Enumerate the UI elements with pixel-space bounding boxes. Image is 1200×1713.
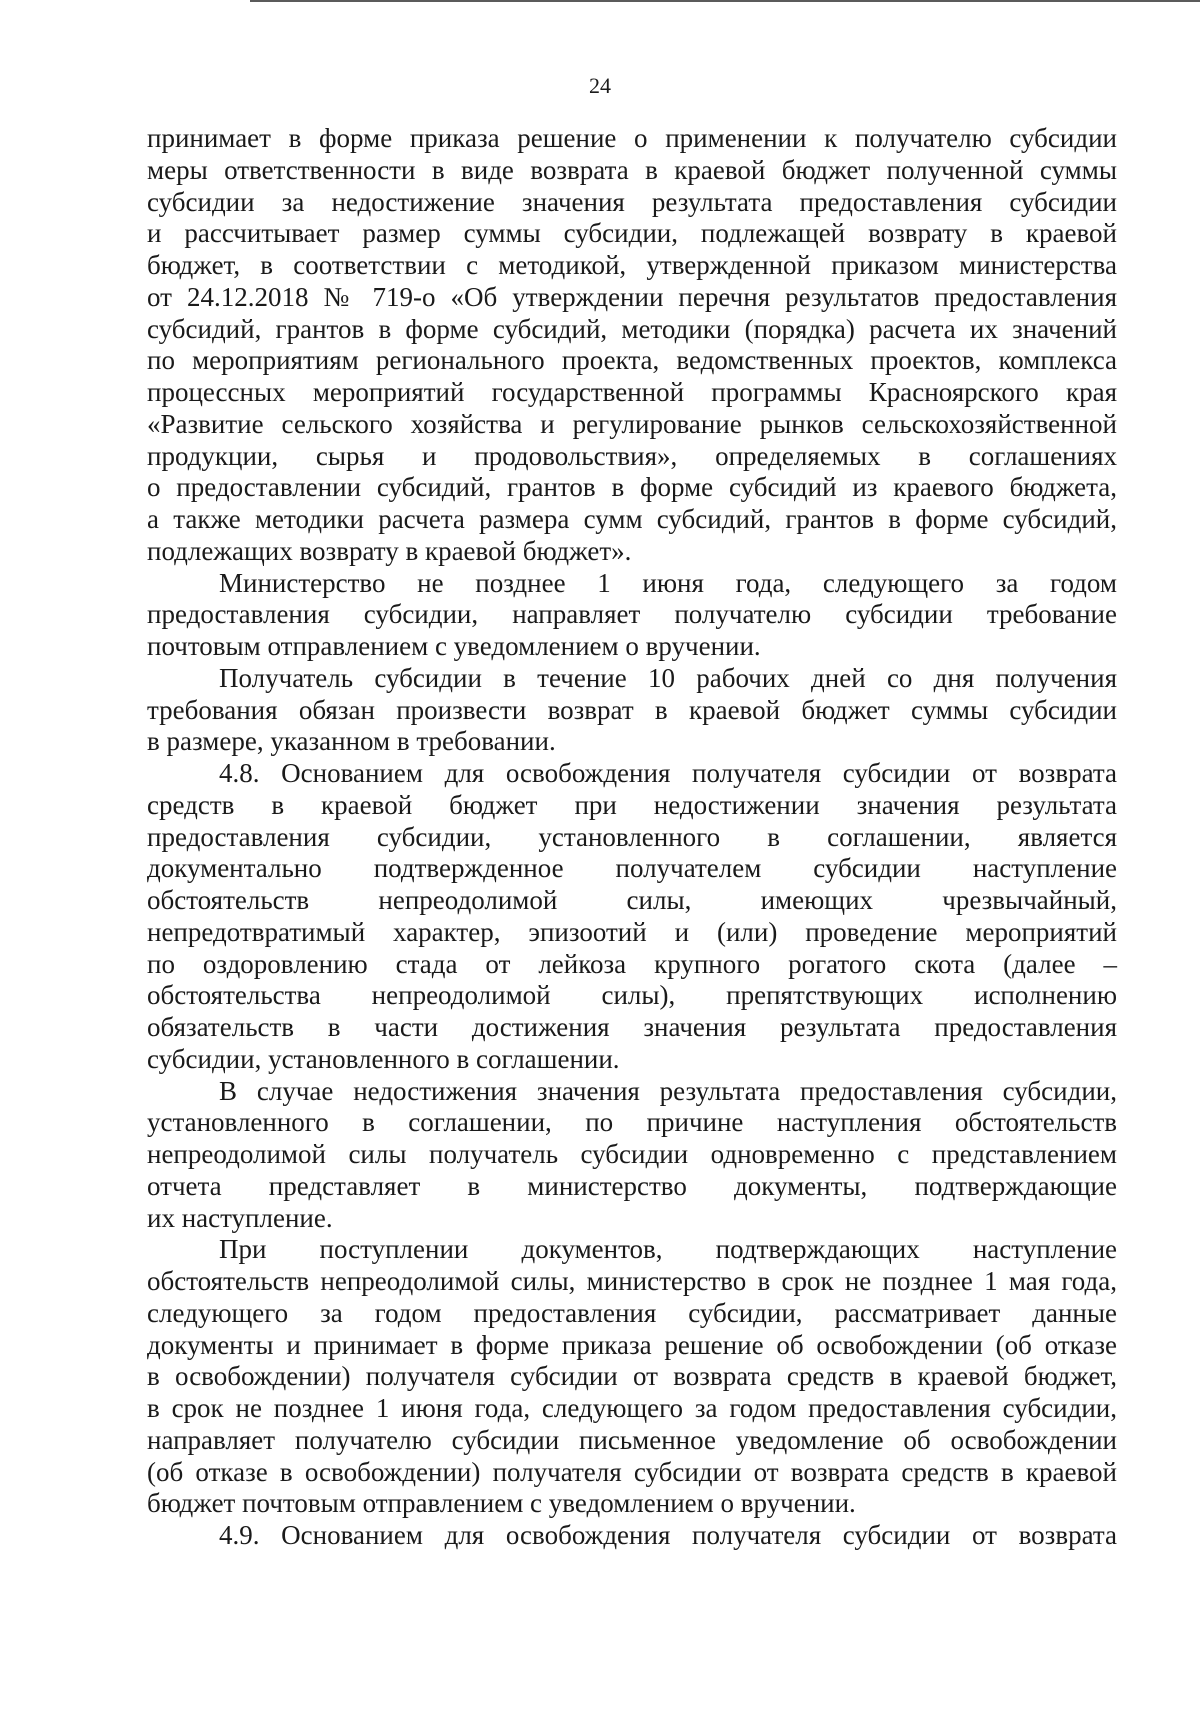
paragraph: [147, 663, 1117, 758]
text-line: обстоятельства непреодолимой силы), препятствующих исполнению: [147, 980, 1117, 1011]
text-line: продукции, сырья и продовольствия», определяемых в соглашениях: [147, 440, 1117, 471]
text-line: почтовым отправлением с уведомлением о вручении.: [147, 631, 761, 661]
text-line: в освобождении) получателя субсидии от возврата средств в краевой бюджет,: [147, 1361, 1117, 1392]
text-line: меры ответственности в виде возврата в краевой бюджет полученной суммы: [147, 154, 1117, 185]
text-line: в срок не позднее 1 июня года, следующего за годом предоставления субсидии,: [147, 1393, 1117, 1423]
text-line: субсидий, грантов в форме субсидий, методики (порядка) расчета их значений: [147, 313, 1117, 344]
text-line: «Развитие сельского хозяйства и регулирование рынков сельскохозяйственной: [147, 408, 1117, 439]
text-line: по оздоровлению стада от лейкоза крупного рогатого скота (далее –: [147, 948, 1117, 979]
text-line: непредотвратимый характер, эпизоотий и (или) проведение мероприятий: [147, 916, 1117, 947]
text-line: В случае недостижения значения результата предоставления субсидии,: [219, 1075, 1117, 1106]
text-line: обстоятельств непреодолимой силы, министерство в срок не позднее 1 мая года,: [147, 1266, 1117, 1296]
text-line: субсидии за недостижение значения результата предоставления субсидии: [147, 186, 1117, 217]
text-line: средств в краевой бюджет при недостижении значения результата: [147, 789, 1117, 820]
text-line: принимает в форме приказа решение о применении к получателю субсидии: [147, 123, 1117, 153]
text-line: установленного в соглашении, по причине наступления обстоятельств: [147, 1107, 1117, 1138]
text-line: о предоставлении субсидий, грантов в форме субсидий из краевого бюджета,: [147, 472, 1117, 503]
text-line: документы и принимает в форме приказа решение об освобождении (об отказе: [147, 1329, 1117, 1360]
scan-top-edge: [250, 0, 1200, 2]
text-line: бюджет почтовым отправлением с уведомлением о вручении.: [147, 1488, 856, 1519]
text-line: обстоятельств непреодолимой силы, имеющих чрезвычайный,: [147, 885, 1117, 915]
text-line: 4.8. Основанием для освобождения получателя субсидии от возврата: [219, 758, 1117, 788]
text-line: направляет получателю субсидии письменное уведомление об освобождении: [147, 1424, 1117, 1455]
text-line: бюджет, в соответствии с методикой, утвержденной приказом министерства: [147, 250, 1117, 280]
text-line: процессных мероприятий государственной программы Красноярского края: [147, 377, 1117, 407]
document-body: [147, 123, 1117, 1552]
text-line: При поступлении документов, подтверждающих наступление: [219, 1234, 1117, 1265]
text-line: (об отказе в освобождении) получателя субсидии от возврата средств в краевой: [147, 1456, 1117, 1487]
text-line: обязательств в части достижения значения результата предоставления: [147, 1012, 1117, 1042]
paragraph: [147, 1234, 1117, 1520]
paragraph: [147, 568, 1117, 663]
paragraph: [147, 123, 1117, 568]
text-line: подлежащих возврату в краевой бюджет».: [147, 535, 632, 566]
text-line: следующего за годом предоставления субсидии, рассматривает данные: [147, 1297, 1117, 1328]
text-line: документально подтвержденное получателем субсидии наступление: [147, 853, 1117, 884]
text-line: 4.9. Основанием для освобождения получателя субсидии от возврата: [219, 1520, 1117, 1550]
text-line: от 24.12.2018 № 719-о «Об утверждении перечня результатов предоставления: [147, 281, 1117, 312]
text-line: в размере, указанном в требовании.: [147, 726, 556, 757]
text-line: субсидии, установленного в соглашении.: [147, 1043, 620, 1074]
paragraph: [147, 1076, 1117, 1235]
text-line: непреодолимой силы получатель субсидии одновременно с представлением: [147, 1139, 1117, 1169]
text-line: Получатель субсидии в течение 10 рабочих дней со дня получения: [219, 662, 1117, 693]
text-line: отчета представляет в министерство документы, подтверждающие: [147, 1170, 1117, 1201]
text-line: а также методики расчета размера сумм субсидий, грантов в форме субсидий,: [147, 504, 1117, 534]
text-line: по мероприятиям регионального проекта, ведомственных проектов, комплекса: [147, 345, 1117, 376]
text-line: Министерство не позднее 1 июня года, следующего за годом: [219, 567, 1117, 598]
text-line: требования обязан произвести возврат в краевой бюджет суммы субсидии: [147, 694, 1117, 725]
text-line: их наступление.: [147, 1202, 333, 1233]
paragraph: [147, 758, 1117, 1076]
text-line: предоставления субсидии, установленного в соглашении, является: [147, 821, 1117, 852]
text-line: предоставления субсидии, направляет получателю субсидии требование: [147, 599, 1117, 630]
page-number: 24: [589, 73, 611, 98]
paragraph: [147, 1520, 1117, 1552]
text-line: и рассчитывает размер суммы субсидии, подлежащей возврату в краевой: [147, 218, 1117, 249]
